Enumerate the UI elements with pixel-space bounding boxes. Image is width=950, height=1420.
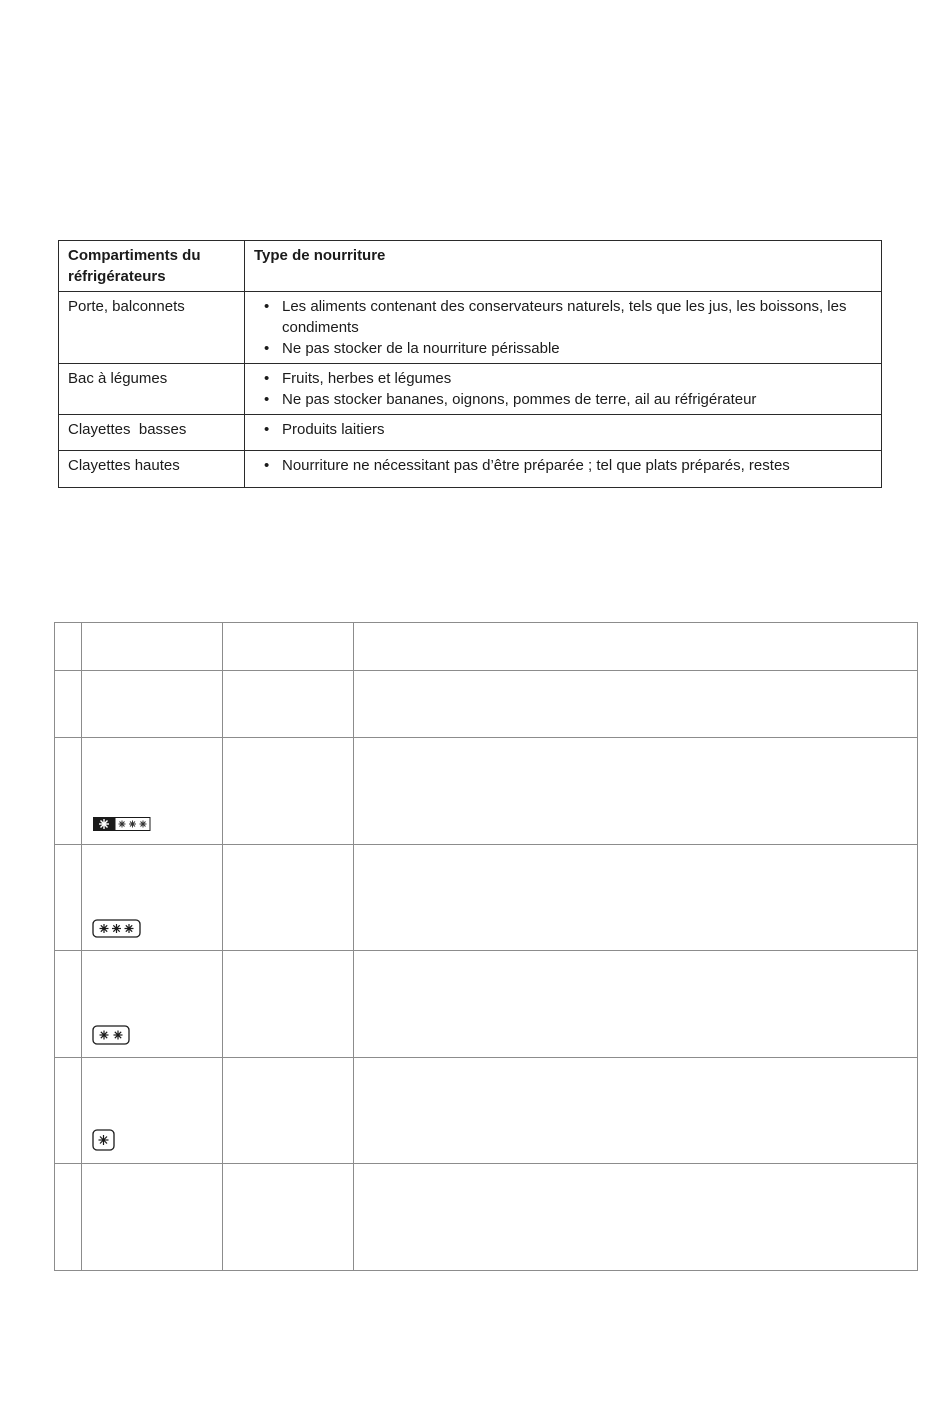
table-row (55, 623, 918, 671)
freezer-star-rating-table (54, 622, 918, 1271)
table-cell (223, 951, 354, 1058)
table-cell (354, 845, 918, 951)
table-cell (82, 671, 223, 738)
table-row (55, 1058, 918, 1164)
table-cell (82, 738, 223, 845)
list-item: • Fruits, herbes et légumes (254, 368, 873, 389)
table-cell (82, 623, 223, 671)
table-cell (55, 1058, 82, 1164)
table-cell (55, 951, 82, 1058)
fridge-compartments-table (58, 240, 882, 488)
table-cell (223, 845, 354, 951)
table-cell (223, 1164, 354, 1271)
table-row (55, 951, 918, 1058)
table-row (55, 1164, 918, 1271)
table-row (55, 845, 918, 951)
food-type-cell (245, 415, 882, 451)
one-star-icon (92, 1129, 116, 1151)
table-cell (354, 738, 918, 845)
table-cell (223, 738, 354, 845)
table-cell (354, 951, 918, 1058)
table-cell (223, 623, 354, 671)
list-item: • Produits laitiers (254, 419, 873, 440)
table-cell (55, 738, 82, 845)
table-cell (82, 1164, 223, 1271)
table-row (55, 738, 918, 845)
list-item: • Nourriture ne nécessitant pas d’être préparée ; tel que plats préparés, restes (254, 455, 873, 476)
table-header-row (59, 241, 882, 292)
table-cell (55, 845, 82, 951)
compartment-cell: Clayettes hautes (59, 451, 245, 488)
table-cell (55, 671, 82, 738)
table-row (59, 364, 882, 415)
table-cell (55, 1164, 82, 1271)
table-cell (55, 623, 82, 671)
four-star-freezer-icon (92, 816, 152, 832)
list-item: • Ne pas stocker de la nourriture périssable (254, 338, 873, 359)
compartment-cell: Porte, balconnets (59, 292, 245, 364)
table-row (59, 415, 882, 451)
compartment-cell: Clayettes basses (59, 415, 245, 451)
food-type-cell (245, 292, 882, 364)
header-food-type: Type de nourriture (245, 241, 882, 292)
food-type-cell (245, 451, 882, 488)
table-cell (82, 951, 223, 1058)
table-cell (82, 1058, 223, 1164)
table-row (55, 671, 918, 738)
compartment-cell: Bac à légumes (59, 364, 245, 415)
table-cell (354, 1164, 918, 1271)
two-star-icon (92, 1025, 130, 1045)
table-cell (354, 671, 918, 738)
table-row (59, 292, 882, 364)
header-compartments: Compartiments du réfrigérateurs (59, 241, 245, 292)
list-item: • Ne pas stocker bananes, oignons, pommes de terre, ail au réfrigérateur (254, 389, 873, 410)
table-cell (223, 1058, 354, 1164)
three-star-icon (92, 919, 142, 938)
table-cell (354, 1058, 918, 1164)
table-cell (223, 671, 354, 738)
table-cell (82, 845, 223, 951)
list-item: • Les aliments contenant des conservateurs naturels, tels que les jus, les boissons, les condiments (254, 296, 873, 338)
table-cell (354, 623, 918, 671)
table-row (59, 451, 882, 488)
food-type-cell (245, 364, 882, 415)
